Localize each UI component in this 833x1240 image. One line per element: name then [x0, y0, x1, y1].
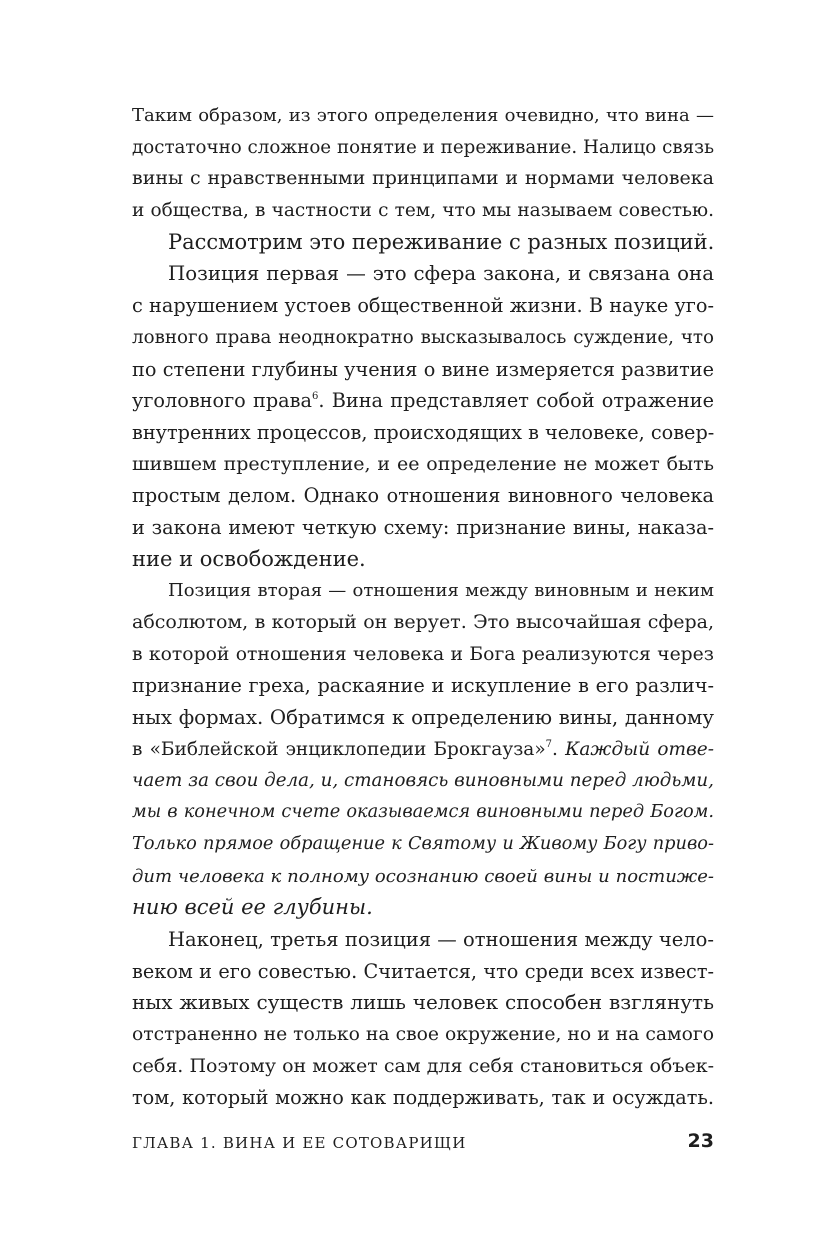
text-line: ловного права неоднократно высказывалось суждение, что [132, 326, 714, 348]
text-line: ние и освобождение. [132, 546, 366, 571]
page-footer [132, 1130, 714, 1160]
page-body [132, 100, 714, 1114]
text-line [132, 385, 714, 417]
text-line: Рассмотрим это переживание с разных позиций. [168, 229, 715, 254]
text-line [132, 734, 714, 766]
text-line: дит человека к полному осознанию своей вины и постиже- [132, 865, 714, 887]
text-segment: в «Библейской энциклопедии Брокгауза» [132, 738, 546, 760]
text-line: Наконец, третья позиция — отношения между чело- [168, 927, 714, 951]
text-line: внутренних процессов, происходящих в человеке, совер- [132, 420, 715, 444]
text-line: с нарушением устоев общественной жизни. В науке уго- [132, 294, 714, 318]
text-line: вины с нравственными принципами и нормами человека [132, 167, 714, 190]
text-line: ных живых существ лишь человек способен взглянуть [132, 990, 714, 1015]
text-line: Таким образом, из этого определения очевидно, что вина — [132, 105, 714, 126]
text-segment: уголовного права [132, 389, 312, 413]
text-line: себя. Поэтому он может сам для себя становиться объек- [132, 1054, 714, 1077]
text-line: простым делом. Однако отношения виновного человека [132, 484, 714, 508]
italic-quote: Каждый отве- [565, 738, 714, 760]
text-line: Позиция вторая — отношения между виновным и неким [168, 580, 714, 602]
text-line: ных формах. Обратимся к определению вины, данному [132, 706, 714, 730]
text-line: веком и его совестью. Считается, что среди всех извест- [132, 959, 714, 983]
text-segment: . Вина представляет собой отражение [318, 389, 714, 413]
text-line: абсолютом, в который он верует. Это высочайшая сфера, [132, 611, 714, 633]
text-line: и общества, в частности с тем, что мы называем совестью. [132, 200, 714, 222]
text-line: мы в конечном счете оказываемся виновными перед Богом. [132, 802, 714, 823]
text-line: том, который можно как поддерживать, так и осуждать. [132, 1086, 714, 1110]
text-line: достаточно сложное понятие и переживание. Налицо связь [132, 136, 714, 158]
text-line: в которой отношения человека и Бога реализуются через [132, 643, 714, 665]
text-line: Позиция первая — это сфера закона, и связана она [168, 262, 714, 286]
text-segment: . [552, 738, 566, 760]
running-head: ГЛАВА 1. ВИНА И ЕЕ СОТОВАРИЩИ [132, 1134, 467, 1152]
footnote-marker: 7 [545, 738, 553, 750]
text-line: нию всей ее глубины. [132, 895, 373, 920]
footnote-marker: 6 [311, 391, 319, 403]
text-line: по степени глубины учения о вине измеряется развитие [132, 357, 714, 381]
page-number: 23 [687, 1130, 714, 1152]
text-line: и закона имеют четкую схему: признание вины, наказа- [132, 515, 714, 539]
text-line: признание греха, раскаяние и искупление в его различ- [132, 674, 714, 698]
text-line: Только прямое обращение к Святому и Живому Богу приво- [132, 833, 714, 854]
text-line: отстраненно не только на свое окружение, но и на самого [132, 1023, 714, 1045]
text-line: чает за свои дела, и, становясь виновными перед людьми, [132, 770, 714, 792]
text-line: шившем преступление, и ее определение не может быть [132, 452, 714, 475]
